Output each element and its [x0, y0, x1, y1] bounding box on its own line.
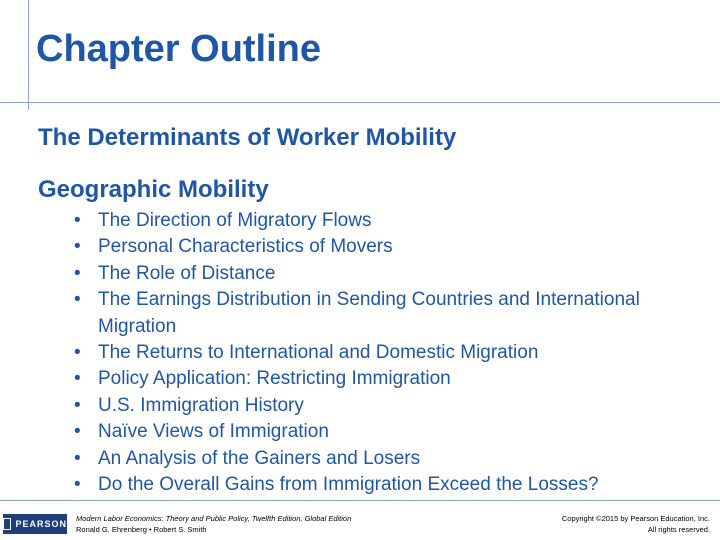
footer [0, 507, 720, 540]
list-item [74, 446, 698, 472]
list-item [74, 340, 698, 366]
list-item-text: Personal Characteristics of Movers [98, 236, 393, 258]
bullet-marker: • [74, 289, 81, 311]
list-item [74, 366, 698, 392]
list-item [74, 472, 698, 498]
pearson-logo [3, 514, 67, 534]
copyright-text: Copyright ©2015 by Pearson Education, Inc. [561, 514, 710, 523]
header-horizontal-rule [0, 102, 720, 103]
bullet-marker: • [74, 421, 81, 443]
bullet-list [74, 208, 698, 498]
bullet-marker: • [74, 342, 81, 364]
list-item [74, 208, 698, 234]
bullet-marker: • [74, 210, 81, 231]
list-item-text: The Role of Distance [98, 262, 276, 284]
bullet-marker: • [74, 447, 81, 469]
rights-text: All rights reserved. [647, 525, 710, 534]
list-item-text: The Returns to International and Domestic Migration [98, 342, 539, 364]
list-item [74, 261, 698, 287]
slide-title: Chapter Outline [36, 28, 322, 70]
heading-worker-mobility: The Determinants of Worker Mobility [38, 124, 457, 151]
list-item [74, 287, 698, 340]
pearson-mark-icon [3, 518, 11, 530]
footer-rule [0, 500, 720, 501]
list-item [74, 419, 698, 445]
list-item-text: Do the Overall Gains from Immigration Exceed the Losses? [98, 474, 599, 496]
bullet-marker: • [74, 394, 81, 416]
list-item-text: The Earnings Distribution in Sending Countries and International Migration [98, 289, 640, 337]
list-item-text: An Analysis of the Gainers and Losers [98, 447, 421, 469]
bullet-marker: • [74, 262, 81, 284]
book-authors: Ronald G. Ehrenberg • Robert S. Smith [76, 525, 207, 534]
book-citation [76, 513, 351, 535]
heading-geographic-mobility: Geographic Mobility [38, 176, 269, 203]
bullet-marker: • [74, 474, 81, 496]
list-item-text: U.S. Immigration History [98, 394, 304, 416]
bullet-marker: • [74, 236, 81, 258]
logo-text: PEARSON [15, 519, 67, 529]
list-item [74, 234, 698, 260]
copyright-notice [562, 513, 710, 535]
list-item-text: Policy Application: Restricting Immigration [98, 368, 451, 390]
book-title: Modern Labor Economics: Theory and Public Policy, Twelfth Edition, Global Edition [76, 514, 352, 523]
header-vertical-rule [28, 0, 29, 110]
list-item-text: Naïve Views of Immigration [98, 421, 329, 443]
list-item [74, 393, 698, 419]
bullet-marker: • [74, 368, 81, 390]
list-item-text: The Direction of Migratory Flows [98, 210, 372, 231]
